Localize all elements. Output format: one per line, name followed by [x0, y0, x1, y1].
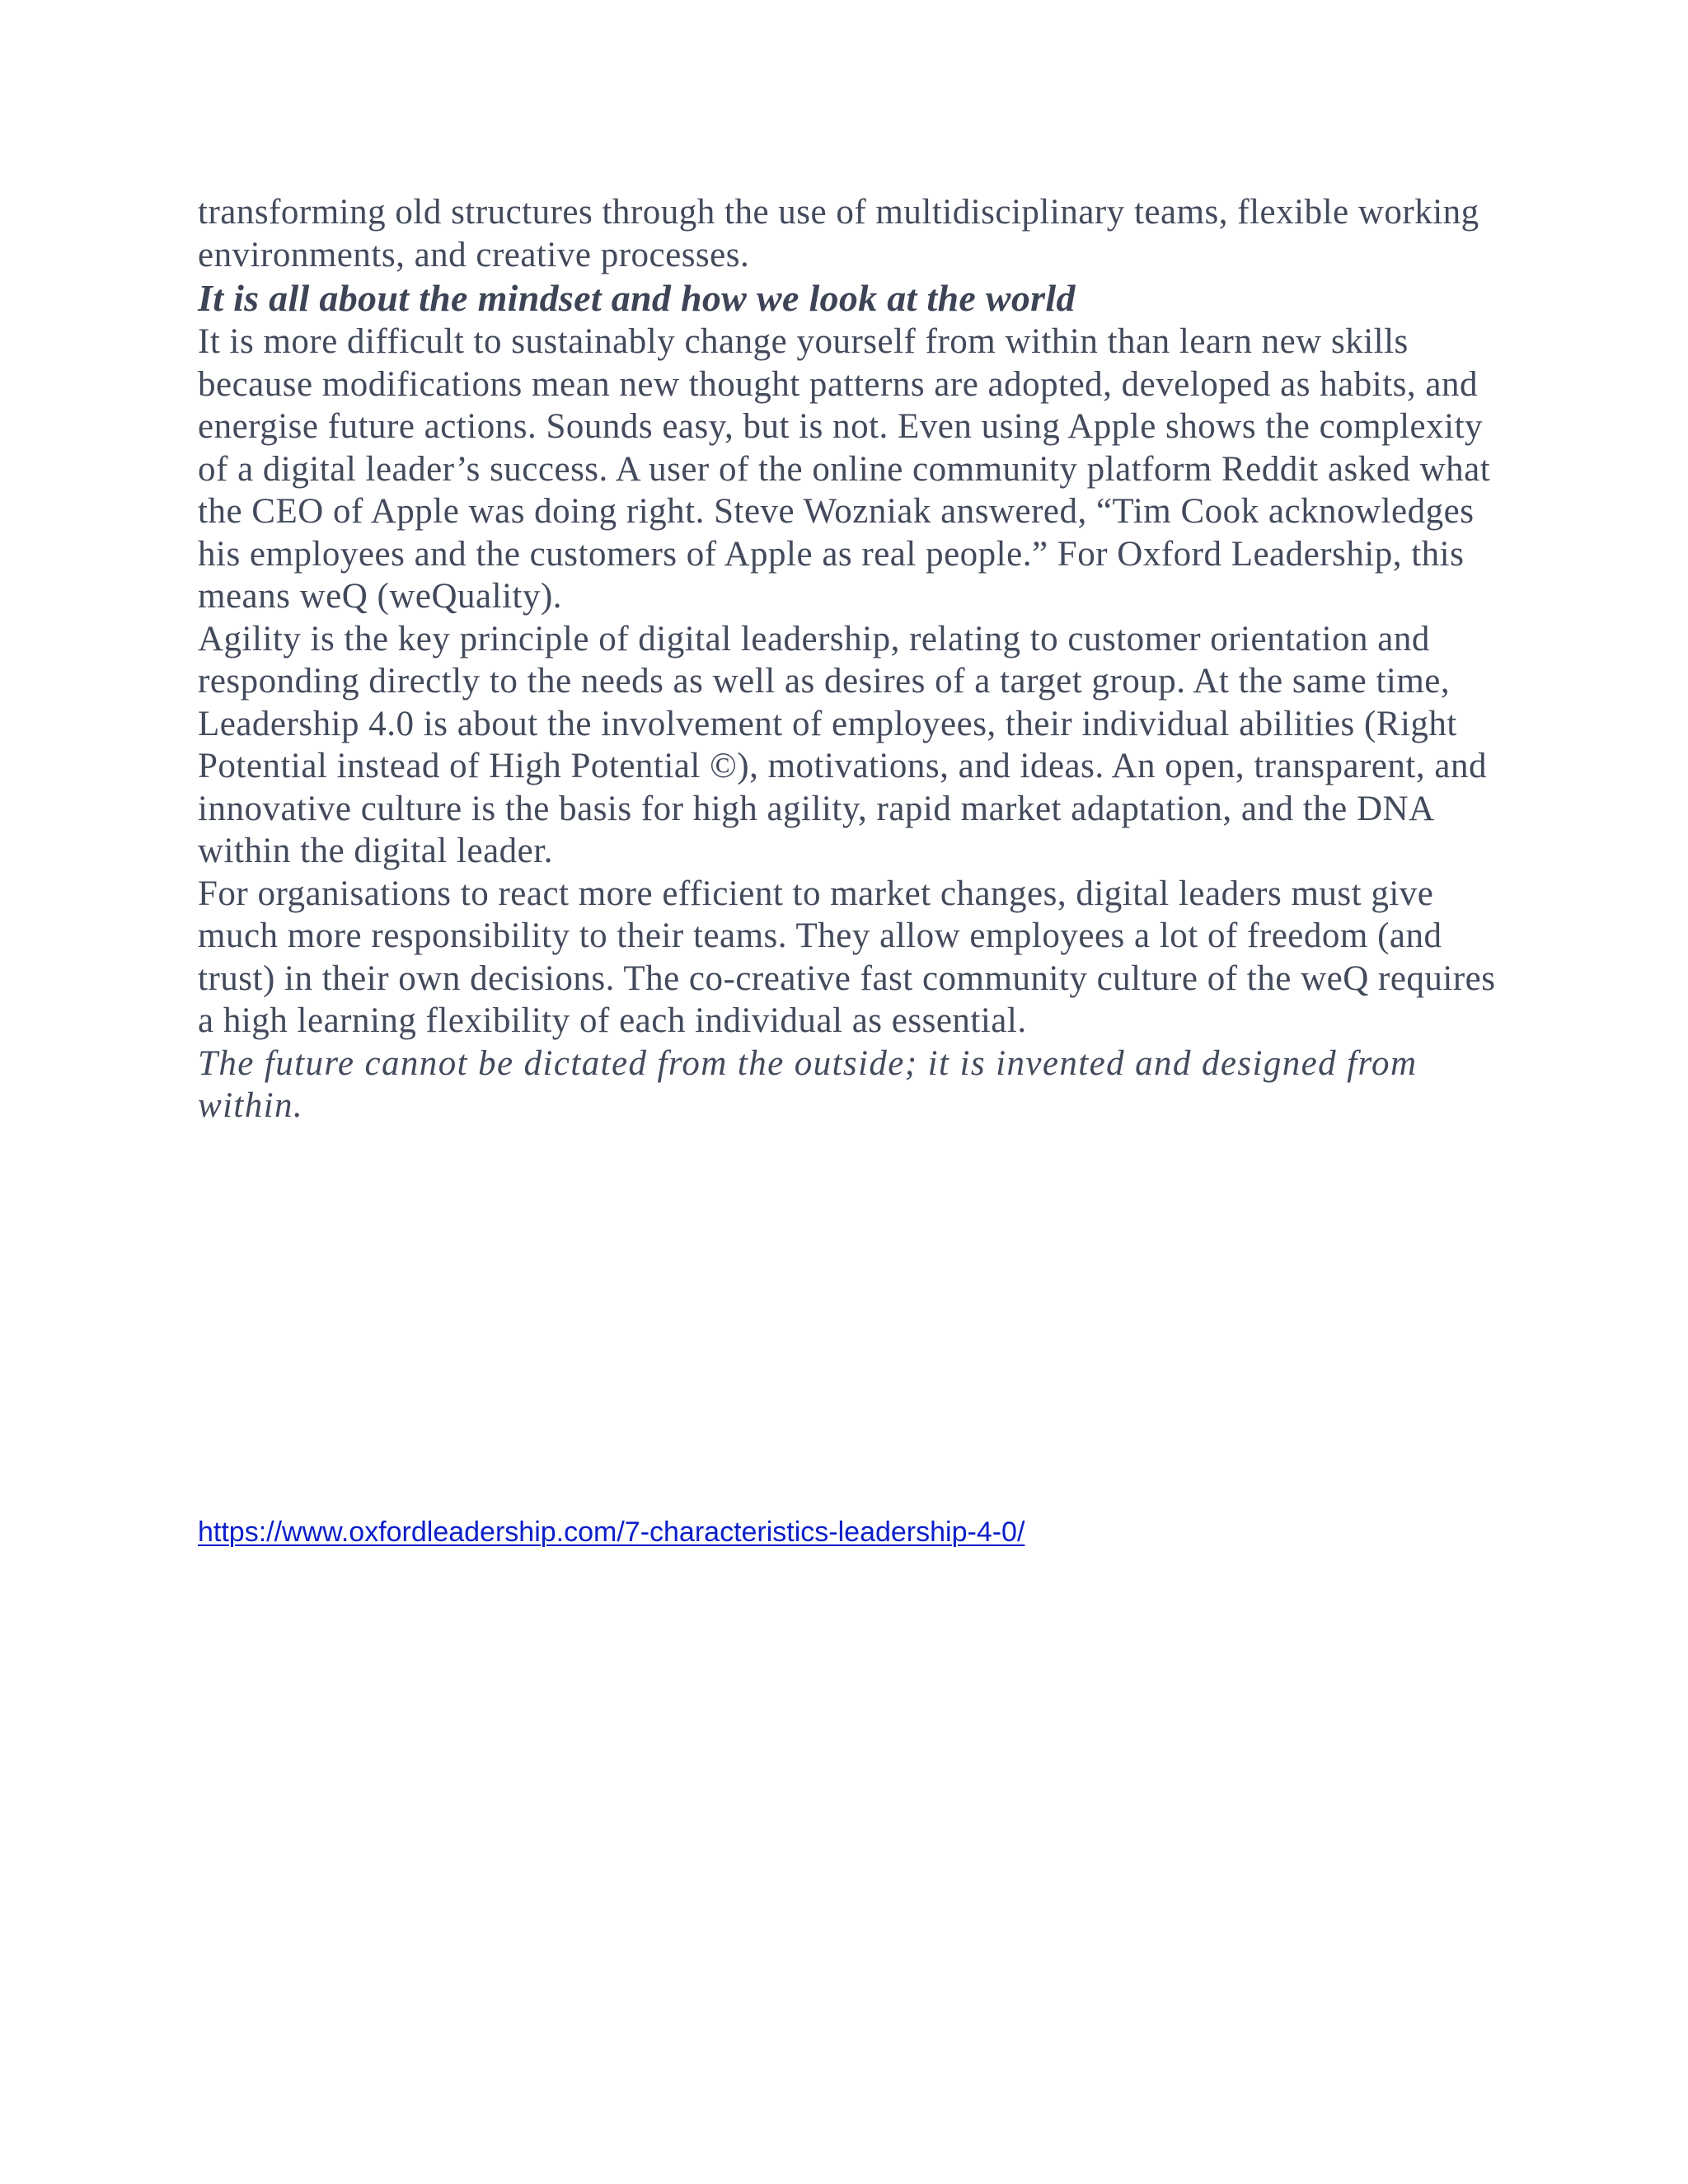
- document-body: [198, 191, 1500, 1127]
- source-link[interactable]: https://www.oxfordleadership.com/7-characteristics-leadership-4-0/: [198, 1516, 1025, 1548]
- body-paragraph-2: Agility is the key principle of digital leadership, relating to customer orientation and responding directly to the needs as well as desires of a target group. At the same time, Leadership 4.0 is about the involvement of employees, their individual abilities (Right Potential instead of High Potential ©), motivations, and ideas. An open, transparent, and innovative culture is the basis for high agility, rapid market adaptation, and the DNA within the digital leader.: [198, 619, 1487, 870]
- section-heading: It is all about the mindset and how we look at the world: [198, 277, 1076, 319]
- source-link-block: [198, 1516, 1025, 1549]
- body-paragraph-1: It is more difficult to sustainably change yourself from within than learn new skills because modifications mean new thought patterns are adopted, developed as habits, and energise future actions. Sounds easy, but is not. Even using Apple shows the complexity of a digital leader’s success. A user of the online community platform Reddit asked what the CEO of Apple was doing right. Steve Wozniak answered, “Tim Cook acknowledges his employees and the customers of Apple as real people.” For Oxford Leadership, this means weQ (weQuality).: [198, 322, 1491, 616]
- body-paragraph-3: For organisations to react more efficient to market changes, digital leaders must give much more responsibility to their teams. They allow employees a lot of freedom (and trust) in their own decisions. The co-creative fast community culture of the weQ requires a high learning flexibility of each individual as essential.: [198, 874, 1496, 1040]
- closing-quote: The future cannot be dictated from the outside; it is invented and designed from within.: [198, 1043, 1418, 1125]
- intro-paragraph: transforming old structures through the use of multidisciplinary teams, flexible working environments, and creative processes.: [198, 193, 1479, 274]
